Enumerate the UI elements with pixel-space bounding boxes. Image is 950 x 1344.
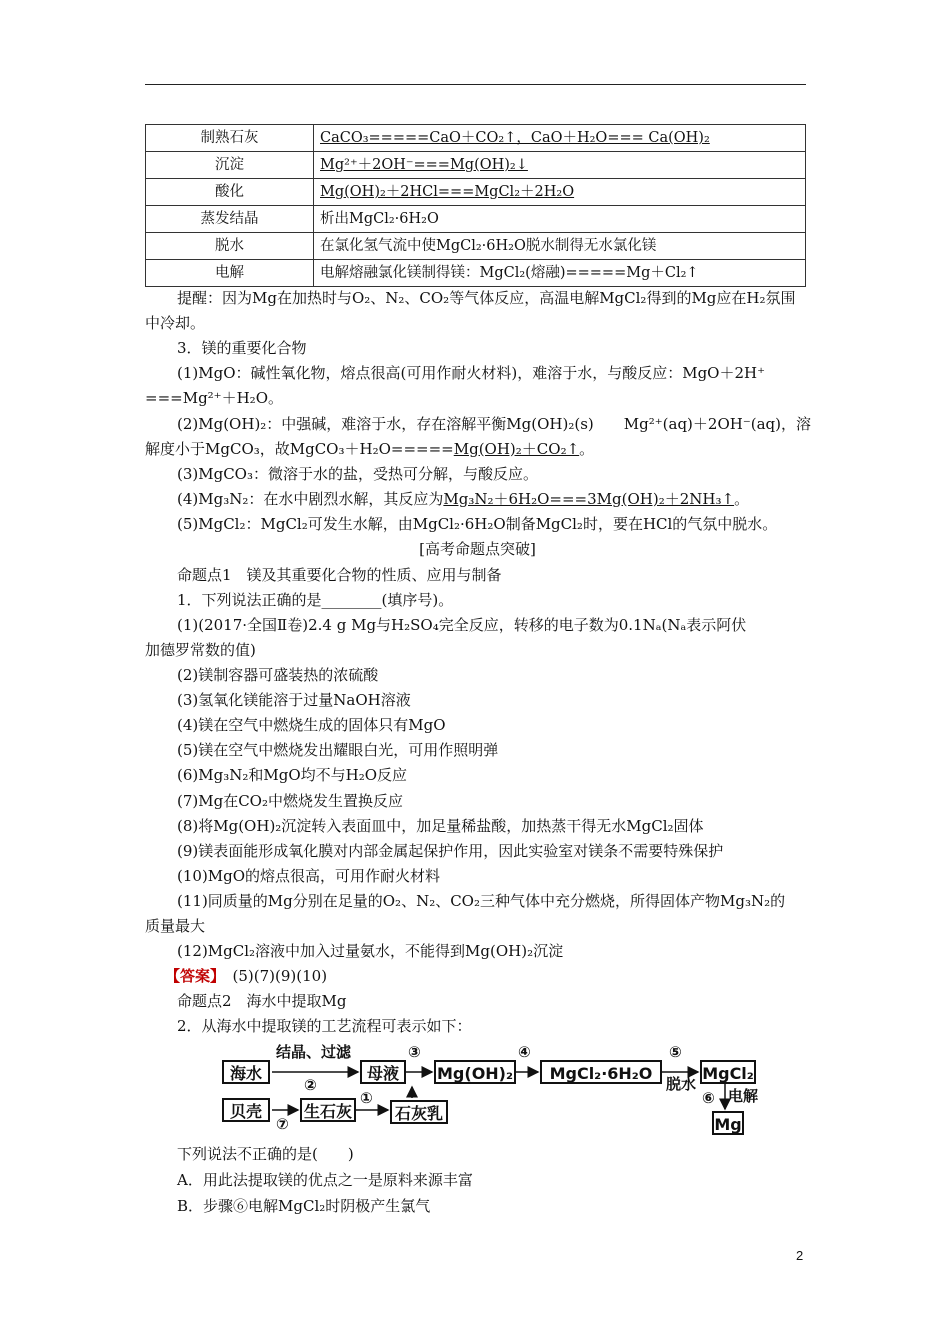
box-shell: 贝壳: [222, 1098, 270, 1122]
label-step-3: ③: [408, 1043, 421, 1061]
process-step-content: Mg²⁺＋2OH⁻===Mg(OH)₂↓: [314, 152, 806, 179]
process-step-content: Mg(OH)₂＋2HCl===MgCl₂＋2H₂O: [314, 179, 806, 206]
option-a: A．用此法提取镁的优点之一是原料来源丰富: [177, 1171, 473, 1189]
statement-6: (6)Mg₃N₂和MgO均不与H₂O反应: [177, 766, 408, 784]
box-mgoh2: Mg(OH)₂: [434, 1060, 516, 1084]
mgoh2-line-2: 解度小于MgCO₃，故MgCO₃＋H₂O=====Mg(OH)₂＋CO₂↑。: [145, 440, 595, 458]
table-row: [146, 233, 806, 260]
process-step-name: 制熟石灰: [146, 125, 314, 152]
option-b: B．步骤⑥电解MgCl₂时阴极产生氯气: [177, 1197, 431, 1215]
label-step-5: ⑤: [669, 1043, 682, 1061]
label-crystallize-filter: 结晶、过滤: [276, 1043, 352, 1061]
label-step-2: ②: [304, 1076, 317, 1094]
statement-1-line-2: 加德罗常数的值): [145, 641, 256, 659]
statement-7: (7)Mg在CO₂中燃烧发生置换反应: [177, 792, 403, 810]
label-step-6: ⑥: [702, 1089, 715, 1107]
mgo-line-2: ===Mg²⁺＋H₂O。: [145, 389, 283, 407]
section-heading: [高考命题点突破]: [419, 540, 536, 558]
table-row: [146, 260, 806, 287]
process-step-content: 在氯化氢气流中使MgCl₂·6H₂O脱水制得无水氯化镁: [314, 233, 806, 260]
label-step-4: ④: [518, 1043, 531, 1061]
table-row: [146, 206, 806, 233]
statement-9: (9)镁表面能形成氧化膜对内部金属起保护作用，因此实验室对镁条不需要特殊保护: [177, 842, 724, 860]
process-step-name: 酸化: [146, 179, 314, 206]
mgoh2-line-1: (2)Mg(OH)₂：中强碱，难溶于水，存在溶解平衡Mg(OH)₂(s) Mg²⁺(aq)＋2OH⁻(aq)，溶: [177, 415, 811, 433]
label-electrolysis: 电解: [728, 1087, 759, 1105]
tip-line-2: 中冷却。: [145, 314, 206, 332]
statement-8: (8)将Mg(OH)₂沉淀转入表面皿中，加足量稀盐酸，加热蒸干得无水MgCl₂固体: [177, 817, 704, 835]
box-quicklime: 生石灰: [300, 1098, 356, 1122]
header-rule: [145, 84, 806, 85]
mgcl2-line: (5)MgCl₂：MgCl₂可发生水解，由MgCl₂·6H₂O制备MgCl₂时，要在HCl的气氛中脱水。: [177, 515, 778, 533]
statement-10: (10)MgO的熔点很高，可用作耐火材料: [177, 867, 441, 885]
box-mg: Mg: [712, 1111, 744, 1135]
table-row: [146, 179, 806, 206]
statement-3: (3)氢氧化镁能溶于过量NaOH溶液: [177, 691, 411, 709]
process-step-content: CaCO₃=====CaO＋CO₂↑，CaO＋H₂O=== Ca(OH)₂: [314, 125, 806, 152]
process-step-content: 电解熔融氯化镁制得镁：MgCl₂(熔融)=====Mg＋Cl₂↑: [314, 260, 806, 287]
table-row: [146, 125, 806, 152]
point-1-title: 命题点1 镁及其重要化合物的性质、应用与制备: [177, 566, 502, 584]
statement-5: (5)镁在空气中燃烧发出耀眼白光，可用作照明弹: [177, 741, 499, 759]
box-mother-liquor: 母液: [360, 1060, 406, 1084]
statement-11-line-1: (11)同质量的Mg分别在足量的O₂、N₂、CO₂三种气体中充分燃烧，所得固体产物Mg₃N₂的: [177, 892, 786, 910]
process-table: [145, 124, 806, 287]
point-2-title: 命题点2 海水中提取Mg: [177, 992, 347, 1010]
answer-label: 【答案】: [165, 967, 218, 985]
statement-4: (4)镁在空气中燃烧生成的固体只有MgO: [177, 716, 446, 734]
label-step-1: ①: [360, 1089, 373, 1107]
box-lime-milk: 石灰乳: [390, 1100, 448, 1124]
box-mgcl2-6h2o: MgCl₂·6H₂O: [540, 1060, 662, 1084]
statement-11-line-2: 质量最大: [145, 917, 206, 935]
statement-1-line-1: (1)(2017·全国Ⅱ卷)2.4 g Mg与H₂SO₄完全反应，转移的电子数为0.1Nₐ(Nₐ表示阿伏: [177, 616, 747, 634]
question-1: 1．下列说法正确的是________(填序号)。: [177, 591, 454, 609]
box-mgcl2: MgCl₂: [700, 1060, 756, 1084]
process-step-name: 蒸发结晶: [146, 206, 314, 233]
statement-12: (12)MgCl₂溶液中加入过量氨水，不能得到Mg(OH)₂沉淀: [177, 942, 564, 960]
question-2-ask: 下列说法不正确的是( ): [177, 1145, 354, 1163]
flow-diagram: [220, 1043, 760, 1137]
statement-2: (2)镁制容器可盛装热的浓硫酸: [177, 666, 379, 684]
mg3n2-line: (4)Mg₃N₂：在水中剧烈水解，其反应为Mg₃N₂＋6H₂O===3Mg(OH)₂＋2NH₃↑。: [177, 490, 750, 508]
mgo-line-1: (1)MgO：碱性氧化物，熔点很高(可用作耐火材料)，难溶于水，与酸反应：MgO＋2H⁺: [177, 364, 766, 382]
box-seawater: 海水: [222, 1060, 270, 1084]
table-row: [146, 152, 806, 179]
label-step-7: ⑦: [276, 1115, 289, 1133]
process-step-name: 沉淀: [146, 152, 314, 179]
process-step-content: 析出MgCl₂·6H₂O: [314, 206, 806, 233]
process-step-name: 电解: [146, 260, 314, 287]
answer-value: (5)(7)(9)(10): [217, 967, 328, 985]
label-dehydrate: 脱水: [666, 1075, 697, 1093]
page-number: 2: [796, 1248, 804, 1263]
question-2: 2．从海水中提取镁的工艺流程可表示如下：: [177, 1017, 472, 1035]
tip-line-1: 提醒：因为Mg在加热时与O₂、N₂、CO₂等气体反应，高温电解MgCl₂得到的Mg应在H₂氛围: [177, 289, 796, 307]
answer-line: [145, 966, 810, 986]
process-step-name: 脱水: [146, 233, 314, 260]
section-3-title: 3．镁的重要化合物: [177, 339, 307, 357]
mgco3-line: (3)MgCO₃：微溶于水的盐，受热可分解，与酸反应。: [177, 465, 538, 483]
